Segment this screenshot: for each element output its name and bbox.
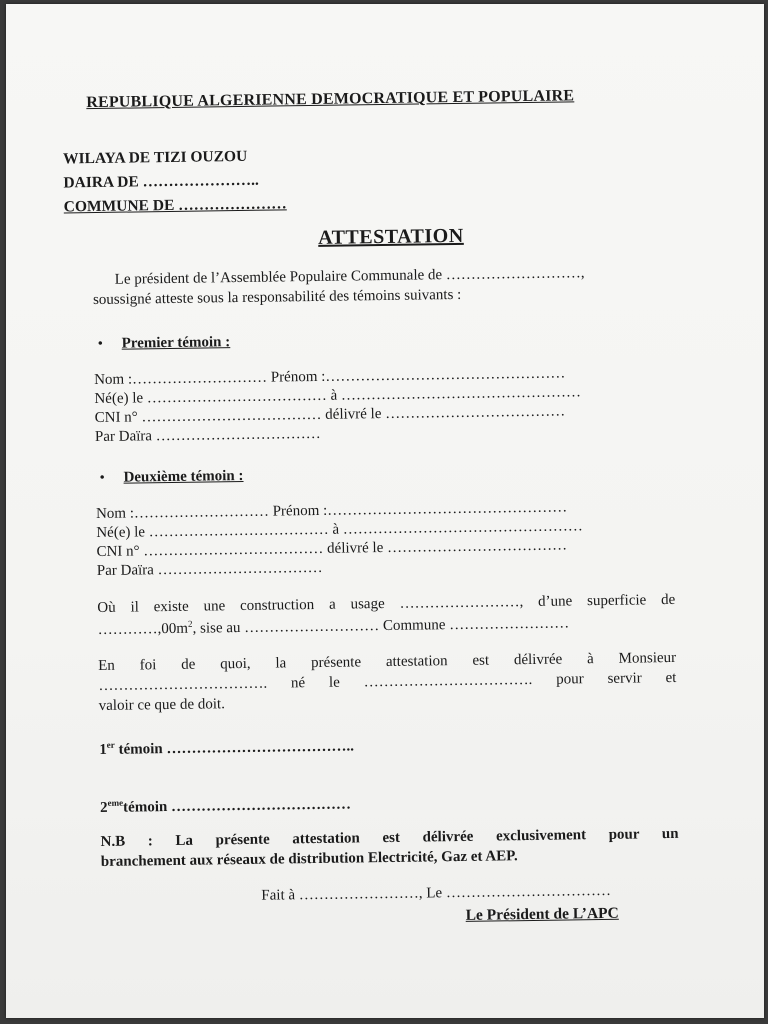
foi-line-1: En foi de quoi, la présente attestation est délivrée à Monsieur: [98, 649, 677, 675]
wilaya-line: WILAYA DE TIZI OUZOU: [62, 147, 248, 168]
witness2-name-line: Nom :……………………… Prénom :…………………………………………: [95, 499, 568, 523]
daira-line: DAIRA DE …………………..: [63, 171, 259, 192]
witness1-birth-line: Né(e) le ……………………………… à …………………………………………: [94, 384, 582, 408]
bullet-icon: •: [99, 469, 105, 486]
attestation-form: [6, 4, 764, 1018]
witness1-cni-line: CNI n° ……………………………… délivré le ………………………………: [94, 403, 566, 427]
nb-line-2: branchement aux réseaux de distribution Electricité, Gaz et AEP.: [100, 848, 518, 871]
witness1-heading: Premier témoin :: [121, 334, 231, 352]
witness2-heading: Deuxième témoin :: [123, 467, 244, 486]
witness1-ordinal: er: [106, 739, 115, 750]
commune-line: COMMUNE DE …………………: [63, 195, 287, 216]
witness1-signature-field: témoin ………………………………..: [114, 738, 355, 758]
intro-line-2: soussigné atteste sous la responsabilité des témoins suivants :: [92, 286, 462, 309]
foi-line-3: valoir ce que de doit.: [98, 696, 226, 715]
witness1-name-line: Nom :……………………… Prénom :…………………………………………: [94, 365, 566, 389]
witness1-heading-row: [98, 334, 231, 353]
witness2-ordinal: eme: [107, 797, 124, 808]
bullet-icon: •: [97, 335, 104, 352]
witness2-number: 2: [100, 799, 108, 817]
page-title: ATTESTATION: [318, 224, 464, 249]
witness2-cni-line: CNI n° ……………………………… délivré le ………………………………: [96, 537, 568, 561]
construction-line-2: [97, 613, 569, 639]
location-field: , sise au ……………………… Commune ……………………: [192, 615, 570, 637]
construction-line-1: Où il existe une construction a usage ……………………, d’une superficie de: [97, 591, 676, 617]
witness2-signature-line: [100, 795, 351, 818]
place-date-line: Fait à ……………………, Le ……………………………: [261, 882, 612, 904]
witness1-signature-line: [99, 736, 354, 759]
signer-title: Le Président de L’APC: [465, 904, 619, 924]
surface-unit-exponent: 2: [187, 618, 193, 629]
nb-line-1: N.B : La présente attestation est délivrée exclusivement pour un: [100, 825, 679, 851]
foi-line-2: ……………………………. né le ……………………………. pour servir et: [98, 669, 677, 695]
intro-line-1: Le président de l’Assemblée Populaire Communale de ………………………,: [114, 265, 585, 288]
witness2-heading-row: [99, 468, 243, 487]
witness2-signature-field: témoin ………………………………: [123, 796, 352, 816]
surface-field: …………,00m: [97, 620, 189, 639]
witness2-birth-line: Né(e) le ……………………………… à …………………………………………: [96, 518, 583, 542]
republic-header: REPUBLIQUE ALGERIENNE DEMOCRATIQUE ET POPULAIRE: [86, 87, 575, 112]
witness1-daira-line: Par Daïra ……………………………: [94, 425, 321, 446]
document-page: [6, 4, 764, 1018]
witness2-daira-line: Par Daïra ……………………………: [96, 559, 323, 580]
witness1-number: 1: [99, 741, 107, 759]
